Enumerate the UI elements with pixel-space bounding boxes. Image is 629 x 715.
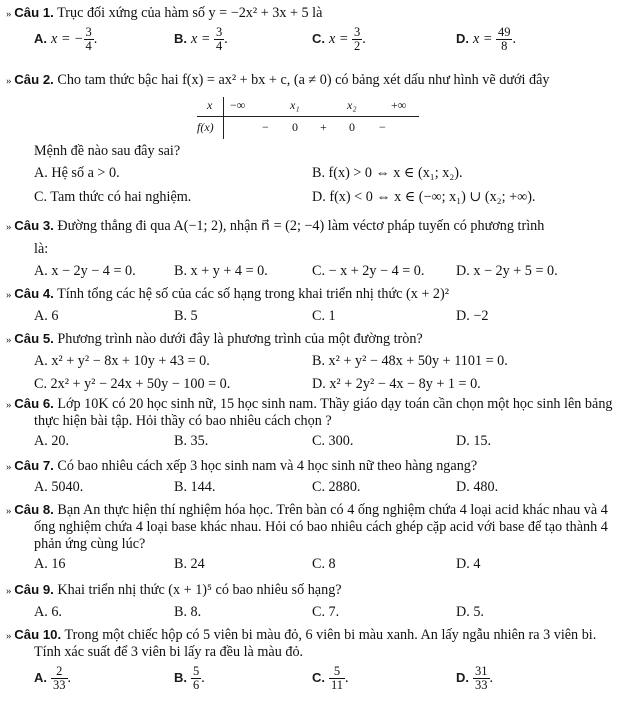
table-divider bbox=[223, 97, 224, 139]
question-number: Câu 7. bbox=[14, 458, 54, 473]
option-b[interactable]: B. 144. bbox=[174, 479, 216, 496]
question-number: Câu 8. bbox=[14, 502, 54, 517]
plus-infinity: +∞ bbox=[391, 98, 407, 112]
option-a[interactable]: A. x − 2y − 4 = 0. bbox=[34, 263, 136, 280]
question-number: Câu 3. bbox=[14, 218, 54, 233]
answer-options bbox=[34, 661, 623, 695]
sign-cell: + bbox=[320, 120, 327, 134]
option-a[interactable]: A. $\frac{2}{33}$ . bbox=[34, 664, 72, 693]
answer-options bbox=[34, 165, 623, 184]
question-6: » Câu 6. Lớp 10K có 20 học sinh nữ, 15 học sinh nam. Thầy giáo dạy toán cần chọn một học sinh lên bảng thực hiện bài tập. Hỏi thầy có bao nhiêu cách chọn ? A. 20. B. 35. C. 300. D. 15. bbox=[6, 396, 623, 452]
question-text: Có bao nhiêu cách xếp 3 học sinh nam và 4 học sinh nữ theo hàng ngang? bbox=[57, 458, 478, 474]
option-c[interactable]: C. 2880. bbox=[312, 479, 361, 496]
option-d[interactable]: D. x² + 2y² − 4x − 8y + 1 = 0. bbox=[312, 376, 481, 393]
option-c[interactable]: C. x = $\frac{3}{2}$ . bbox=[312, 25, 366, 54]
row-label-x: x bbox=[207, 98, 213, 112]
question-2: » Câu 2. Cho tam thức bậc hai f(x) = ax² + bx + c, (a ≠ 0) có bảng xét dấu như hình vẽ dưới đây bbox=[6, 72, 550, 88]
option-c[interactable]: C. $\frac{5}{11}$ . bbox=[312, 664, 349, 693]
root-x1: x₁ bbox=[290, 98, 300, 112]
option-d[interactable]: D. 4 bbox=[456, 556, 481, 573]
option-d[interactable]: D. $\frac{31}{33}$ . bbox=[456, 664, 494, 693]
option-a[interactable]: A. x = − $\frac{3}{4}$ . bbox=[34, 25, 98, 54]
option-a[interactable]: A. 5040. bbox=[34, 479, 84, 496]
option-b[interactable]: B. 5 bbox=[174, 308, 198, 325]
question-1: » Câu 1. Trục đối xứng của hàm số y = −2x² + 3x + 5 là A. x = − $\frac{3}{4}$ . B. x = $\frac{3}{4}$ . C. x = $\frac{3}{2}$ . D. x = $\frac{49}{8}$ . bbox=[6, 5, 623, 56]
option-c[interactable]: C. 2x² + y² − 24x + 50y − 100 = 0. bbox=[34, 376, 231, 393]
option-b[interactable]: B. f(x) > 0 ⇔ x ∈ (x₁; x₂). bbox=[312, 165, 463, 182]
option-c[interactable]: C. 7. bbox=[312, 604, 340, 621]
question-number: Câu 6. bbox=[14, 396, 54, 411]
question-text: Đường thẳng đi qua A(−1; 2), nhận n⃗ = (2; −4) làm véctơ pháp tuyến có phương trình bbox=[57, 218, 545, 234]
option-c[interactable]: C. Tam thức có hai nghiệm. bbox=[34, 189, 192, 206]
question-number: Câu 10. bbox=[14, 627, 62, 642]
option-a[interactable]: A. 16 bbox=[34, 556, 66, 573]
question-4: » Câu 4. Tính tổng các hệ số của các số hạng trong khai triển nhị thức (x + 2)² A. 6 B. 5 C. 1 D. −2 bbox=[6, 286, 623, 327]
answer-options bbox=[34, 376, 623, 395]
option-d[interactable]: D. x − 2y + 5 = 0. bbox=[456, 263, 558, 280]
answer-options bbox=[34, 353, 623, 372]
question-7: » Câu 7. Có bao nhiêu cách xếp 3 học sinh nam và 4 học sinh nữ theo hàng ngang? A. 5040. B. 144. C. 2880. D. 480. bbox=[6, 458, 623, 498]
question-text: Cho tam thức bậc hai f(x) = ax² + bx + c, (a ≠ 0) có bảng xét dấu như hình vẽ dưới đây bbox=[57, 72, 550, 88]
option-a[interactable]: A. 6. bbox=[34, 604, 62, 621]
question-text: Trục đối xứng của hàm số y = −2x² + 3x + 5 là bbox=[57, 5, 323, 21]
question-8: » Câu 8. Bạn An thực hiện thí nghiệm hóa học. Trên bàn có 4 ống nghiệm chứa 4 loại acid khác nhau và 4 ống nghiệm chứa 4 loại base khác nhau. Hỏi có bao nhiêu cách ghép cặp acid với base để tạo thành 4 phản ứng cùng lúc? A. 16 B. 24 C. 8 D. 4 bbox=[6, 502, 623, 575]
question-3: » Câu 3. Đường thẳng đi qua A(−1; 2), nhận n⃗ = (2; −4) làm véctơ pháp tuyến có phương trình là: A. x − 2y − 4 = 0. B. x + y + 4 = 0. C. − x + 2y − 4 = 0. D. x − 2y + 5 = 0. bbox=[6, 218, 623, 282]
question-2-body bbox=[6, 143, 623, 208]
table-divider bbox=[197, 116, 419, 117]
question-number: Câu 1. bbox=[14, 5, 54, 20]
option-d[interactable]: D. 480. bbox=[456, 479, 499, 496]
zero-cell: 0 bbox=[292, 120, 298, 134]
option-b[interactable]: B. 24 bbox=[174, 556, 205, 573]
option-a[interactable]: A. Hệ số a > 0. bbox=[34, 165, 120, 182]
sign-cell: − bbox=[379, 120, 386, 134]
answer-options bbox=[34, 308, 623, 327]
option-d[interactable]: D. f(x) < 0 ⇔ x ∈ (−∞; x₁) ∪ (x₂; +∞). bbox=[312, 189, 536, 206]
option-a[interactable]: A. x² + y² − 8x + 10y + 43 = 0. bbox=[34, 353, 210, 370]
question-number: Câu 9. bbox=[14, 582, 54, 597]
option-d[interactable]: D. 15. bbox=[456, 433, 492, 450]
zero-cell: 0 bbox=[349, 120, 355, 134]
question-number: Câu 2. bbox=[14, 72, 54, 87]
option-d[interactable]: D. −2 bbox=[456, 308, 489, 325]
option-c[interactable]: C. 1 bbox=[312, 308, 336, 325]
root-x2: x₂ bbox=[347, 98, 357, 112]
option-c[interactable]: C. 300. bbox=[312, 433, 354, 450]
answer-options bbox=[34, 433, 623, 452]
answer-options bbox=[34, 556, 623, 575]
question-number: Câu 4. bbox=[14, 286, 54, 301]
sign-cell: − bbox=[262, 120, 269, 134]
question-text: Lớp 10K có 20 học sinh nữ, 15 học sinh nam. Thầy giáo dạy toán cần chọn một học sinh lên bảng thực hiện bài tập. Hỏi thầy có bao nhiêu cách chọn ? bbox=[34, 396, 613, 430]
answer-options bbox=[34, 479, 623, 498]
option-b[interactable]: B. $\frac{5}{6}$ . bbox=[174, 664, 205, 693]
option-b[interactable]: B. x² + y² − 48x + 50y + 1101 = 0. bbox=[312, 353, 508, 370]
question-text: Tính tổng các hệ số của các số hạng trong khai triển nhị thức (x + 2)² bbox=[57, 286, 449, 302]
answer-options bbox=[34, 604, 623, 623]
question-text: Khai triển nhị thức (x + 1)⁵ có bao nhiêu số hạng? bbox=[57, 582, 342, 598]
option-a[interactable]: A. 20. bbox=[34, 433, 70, 450]
option-d[interactable]: D. x = $\frac{49}{8}$ . bbox=[456, 25, 517, 54]
question-number: Câu 5. bbox=[14, 331, 54, 346]
question-10: » Câu 10. Trong một chiếc hộp có 5 viên bi màu đỏ, 6 viên bi màu xanh. An lấy ngẫu nhiên ra 3 viên bi. Tính xác suất để 3 viên bi lấy ra đều là màu đỏ. A. $\frac{2}{33}$ . B. $\frac{5}{6}$ . C. $\frac{5}{11}$ . D. $\frac{31}{33}$ . bbox=[6, 627, 623, 695]
question-text: Phương trình nào dưới đây là phương trình của một đường tròn? bbox=[57, 331, 423, 347]
option-a[interactable]: A. 6 bbox=[34, 308, 59, 325]
option-d[interactable]: D. 5. bbox=[456, 604, 484, 621]
answer-options bbox=[34, 22, 623, 56]
minus-infinity: −∞ bbox=[230, 98, 246, 112]
option-c[interactable]: C. − x + 2y − 4 = 0. bbox=[312, 263, 425, 280]
row-label-fx: f(x) bbox=[197, 120, 214, 134]
option-b[interactable]: B. 35. bbox=[174, 433, 209, 450]
sign-table bbox=[197, 97, 419, 139]
answer-options bbox=[34, 189, 623, 208]
question-9: » Câu 9. Khai triển nhị thức (x + 1)⁵ có bao nhiêu số hạng? A. 6. B. 8. C. 7. D. 5. bbox=[6, 582, 623, 623]
question-5: » Câu 5. Phương trình nào dưới đây là phương trình của một đường tròn? A. x² + y² − 8x + 10y + 43 = 0. B. x² + y² − 48x + 50y + 1101 = 0. C. 2x² + y² − 24x + 50y − 100 = 0. D. x² + 2y² − 4x − 8y + 1 = 0. bbox=[6, 331, 623, 395]
question-text: Bạn An thực hiện thí nghiệm hóa học. Trên bàn có 4 ống nghiệm chứa 4 loại acid khác nhau và 4 ống nghiệm chứa 4 loại base khác nhau. Hỏi có bao nhiêu cách ghép cặp acid với base để tạo thành 4 phản ứng cùng lúc? bbox=[34, 502, 608, 553]
option-b[interactable]: B. x + y + 4 = 0. bbox=[174, 263, 268, 280]
option-b[interactable]: B. 8. bbox=[174, 604, 202, 621]
option-b[interactable]: B. x = $\frac{3}{4}$ . bbox=[174, 25, 228, 54]
answer-options bbox=[34, 263, 623, 282]
question-prompt: Mệnh đề nào sau đây sai? bbox=[34, 143, 181, 159]
question-text-cont: là: bbox=[34, 241, 49, 258]
option-c[interactable]: C. 8 bbox=[312, 556, 336, 573]
question-text: Trong một chiếc hộp có 5 viên bi màu đỏ, 6 viên bi màu xanh. An lấy ngẫu nhiên ra 3 viên bi. Tính xác suất để 3 viên bi lấy ra đều là màu đỏ. bbox=[34, 627, 597, 661]
